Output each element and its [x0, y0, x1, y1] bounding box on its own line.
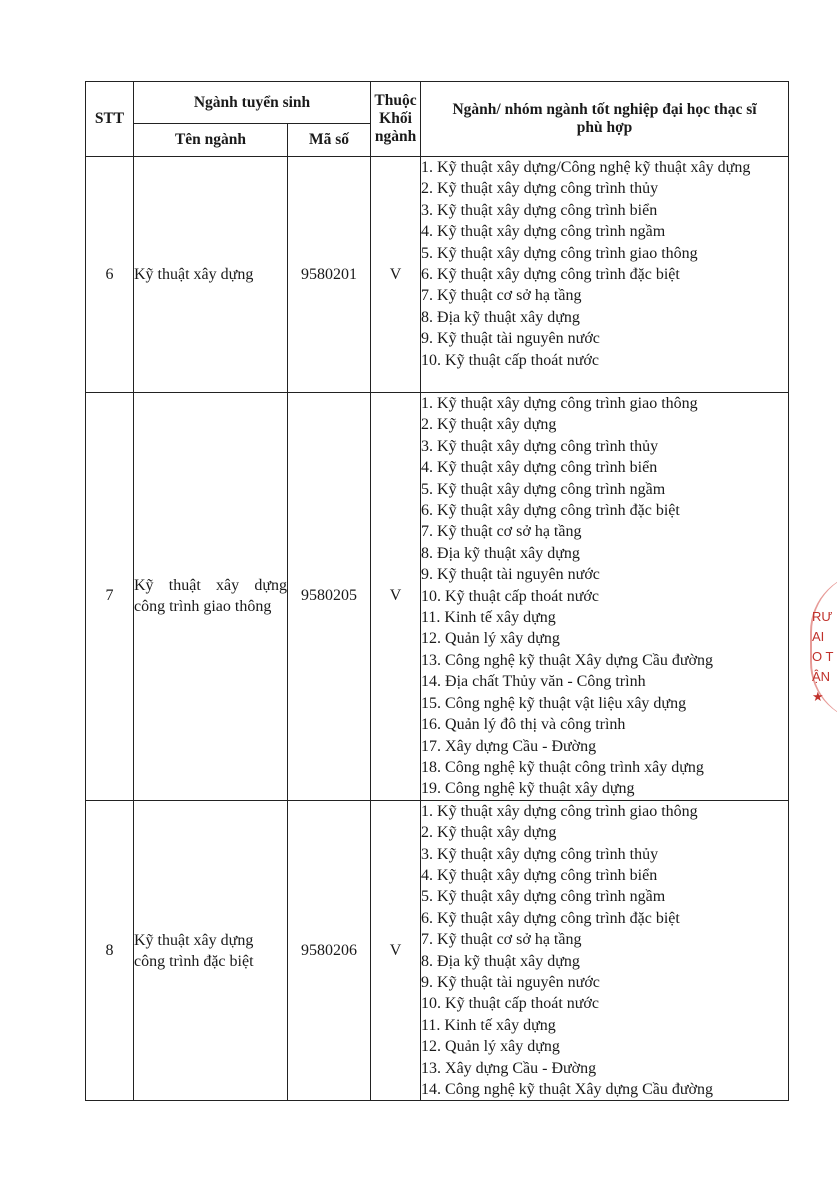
seal-text-line: O T	[812, 649, 834, 664]
list-item: 12. Quản lý xây dựng	[421, 1038, 560, 1056]
list-item: 10. Kỹ thuật cấp thoát nước	[421, 587, 599, 605]
stt-cell: 8	[86, 800, 134, 1101]
list-item: 10. Kỹ thuật cấp thoát nước	[421, 351, 599, 369]
khoi-cell: V	[371, 800, 421, 1101]
ten-nganh-cell: Kỹ thuật xây dựng công trình giao thông	[134, 393, 288, 801]
ten-nganh-cell: Kỹ thuật xây dựng	[134, 157, 288, 393]
list-item: 7. Kỹ thuật cơ sở hạ tầng	[421, 931, 582, 949]
list-item: 3. Kỹ thuật xây dựng công trình thủy	[421, 437, 659, 455]
table-row	[86, 393, 789, 801]
list-item: 11. Kinh tế xây dựng	[421, 1016, 556, 1034]
list-item: 14. Công nghệ kỹ thuật Xây dựng Cầu đường	[421, 1081, 714, 1098]
list-item: 17. Xây dựng Cầu - Đường	[421, 737, 597, 755]
list-item: 14. Địa chất Thủy văn - Công trình	[421, 673, 646, 691]
list-item: 8. Địa kỹ thuật xây dựng	[421, 308, 580, 326]
stt-cell: 7	[86, 393, 134, 801]
red-seal-fragment	[806, 572, 837, 722]
stt-cell: 6	[86, 157, 134, 393]
list-item: 9. Kỹ thuật tài nguyên nước	[421, 973, 600, 991]
list-item: 13. Xây dựng Cầu - Đường	[421, 1059, 597, 1077]
seal-text-line: ẬN	[812, 669, 831, 684]
header-ma-so: Mã số	[288, 124, 371, 157]
list-item: 1. Kỹ thuật xây dựng/Công nghệ kỹ thuật xây dựng	[421, 159, 751, 176]
list-item: 1. Kỹ thuật xây dựng công trình giao thông	[421, 395, 698, 412]
list-item: 4. Kỹ thuật xây dựng công trình biển	[421, 459, 658, 477]
list-item: 7. Kỹ thuật cơ sở hạ tầng	[421, 287, 582, 305]
list-item: 11. Kinh tế xây dựng	[421, 609, 556, 627]
list-item: 16. Quản lý đô thị và công trình	[421, 716, 626, 734]
list-item: 7. Kỹ thuật cơ sở hạ tầng	[421, 523, 582, 541]
list-item: 1. Kỹ thuật xây dựng công trình giao thông	[421, 802, 698, 820]
list-item: 9. Kỹ thuật tài nguyên nước	[421, 566, 600, 584]
nganh-phu-hop-list	[421, 157, 789, 393]
list-item: 15. Công nghệ kỹ thuật vật liệu xây dựng	[421, 694, 687, 712]
header-ten-nganh: Tên ngành	[134, 124, 288, 157]
seal-text-line: RƯ	[812, 609, 833, 624]
header-nganh-tot-nghiep: Ngành/ nhóm ngành tốt nghiệp đại học thạc sĩ phù hợp	[421, 82, 789, 157]
list-item: 5. Kỹ thuật xây dựng công trình ngầm	[421, 480, 666, 498]
list-item: 2. Kỹ thuật xây dựng	[421, 824, 557, 842]
seal-text-line: AI	[812, 629, 825, 644]
list-item: 19. Công nghệ kỹ thuật xây dựng	[421, 780, 635, 798]
list-item: 5. Kỹ thuật xây dựng công trình giao thông	[421, 244, 698, 262]
table-row	[86, 157, 789, 393]
list-item: 4. Kỹ thuật xây dựng công trình biển	[421, 866, 658, 884]
seal-text-line: ★	[812, 689, 824, 704]
header-nganh-tuyen-sinh: Ngành tuyển sinh	[134, 82, 371, 124]
list-item: 5. Kỹ thuật xây dựng công trình ngầm	[421, 888, 666, 906]
list-item: 18. Công nghệ kỹ thuật công trình xây dựng	[421, 758, 704, 776]
header-thuoc-khoi-nganh: Thuộc Khối ngành	[371, 82, 421, 157]
list-item: 8. Địa kỹ thuật xây dựng	[421, 544, 580, 562]
list-item: 3. Kỹ thuật xây dựng công trình thủy	[421, 845, 659, 863]
list-item: 6. Kỹ thuật xây dựng công trình đặc biệt	[421, 502, 680, 520]
ma-so-cell: 9580201	[288, 157, 371, 393]
ten-nganh-cell: Kỹ thuật xây dựng công trình đặc biệt	[134, 800, 288, 1101]
header-stt: STT	[86, 82, 134, 157]
seal-text	[812, 607, 833, 707]
admission-table	[85, 81, 789, 1101]
ma-so-cell: 9580205	[288, 393, 371, 801]
khoi-cell: V	[371, 393, 421, 801]
list-item: 2. Kỹ thuật xây dựng	[421, 416, 557, 434]
list-item: 2. Kỹ thuật xây dựng công trình thủy	[421, 180, 659, 198]
list-item: 9. Kỹ thuật tài nguyên nước	[421, 330, 600, 348]
list-item: 10. Kỹ thuật cấp thoát nước	[421, 995, 599, 1013]
list-item: 13. Công nghệ kỹ thuật Xây dựng Cầu đường	[421, 651, 714, 669]
list-item: 3. Kỹ thuật xây dựng công trình biển	[421, 201, 658, 219]
list-item: 6. Kỹ thuật xây dựng công trình đặc biệt	[421, 909, 680, 927]
table-row	[86, 800, 789, 1101]
ma-so-cell: 9580206	[288, 800, 371, 1101]
list-item: 4. Kỹ thuật xây dựng công trình ngầm	[421, 223, 666, 241]
list-item: 12. Quản lý xây dựng	[421, 630, 560, 648]
khoi-cell: V	[371, 157, 421, 393]
list-item: 6. Kỹ thuật xây dựng công trình đặc biệt	[421, 266, 680, 284]
list-item: 8. Địa kỹ thuật xây dựng	[421, 952, 580, 970]
nganh-phu-hop-list	[421, 393, 789, 801]
nganh-phu-hop-list	[421, 800, 789, 1101]
